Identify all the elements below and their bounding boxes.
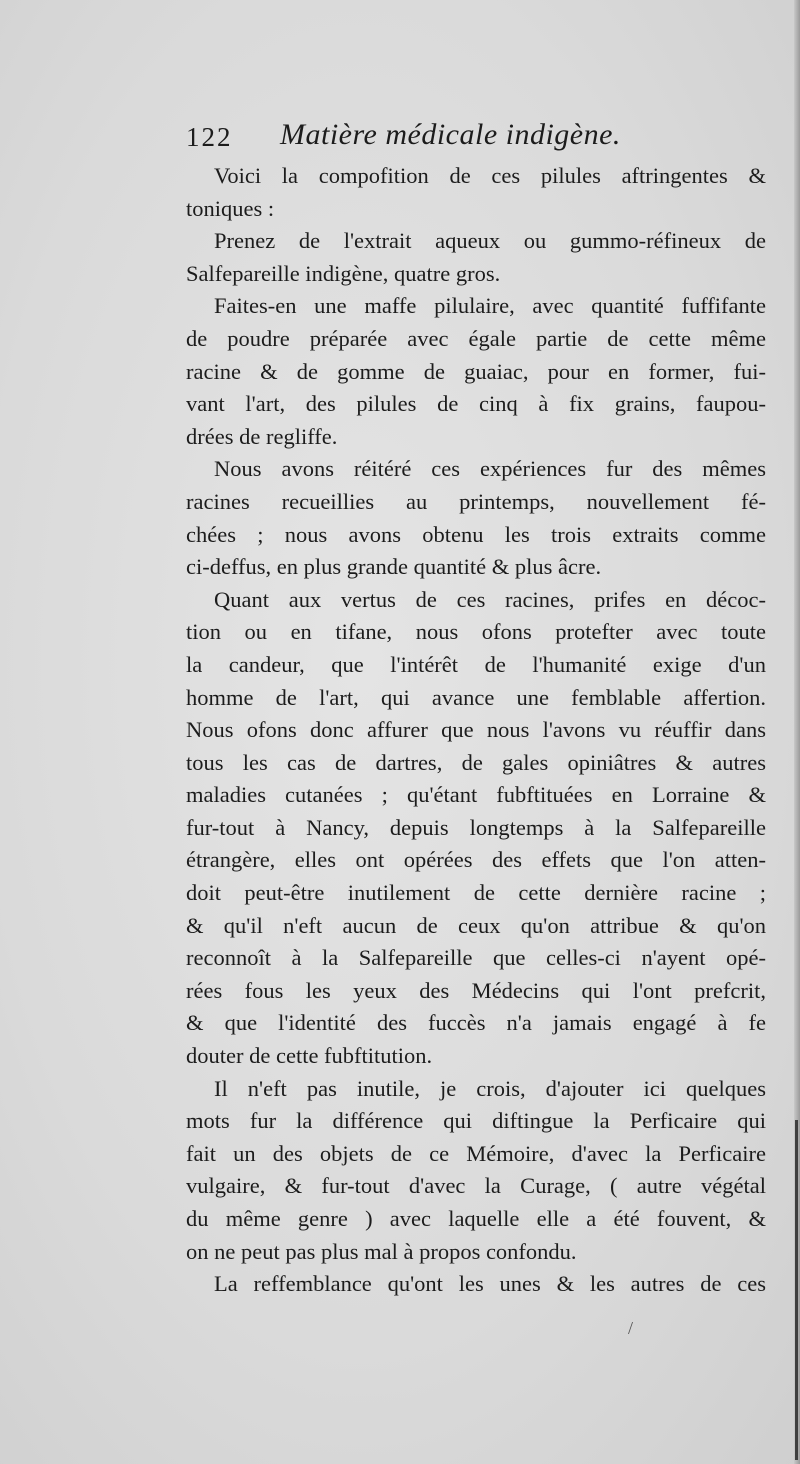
- text-line: vant l'art, des pilules de cinq à fix grains, faupou-: [186, 391, 766, 417]
- text-line: Nous ofons donc affurer que nous l'avons vu réuffir dans: [186, 717, 766, 743]
- text-line: rées fous les yeux des Médecins qui l'ont prefcrit,: [186, 977, 766, 1003]
- text-line: vulgaire, & fur-tout d'avec la Curage, ( autre végétal: [186, 1173, 766, 1199]
- running-head: [186, 118, 766, 160]
- text-line: mots fur la différence qui diftingue la Perficaire qui: [186, 1108, 766, 1134]
- text-line: tous les cas de dartres, de gales opiniâtres & autres: [186, 749, 766, 775]
- text-line: étrangère, elles ont opérées des effets que l'on atten-: [186, 847, 766, 873]
- text-line: chées ; nous avons obtenu les trois extraits comme: [186, 521, 766, 547]
- text-line: du même genre ) avec laquelle elle a été fouvent, &: [186, 1206, 766, 1231]
- text-line: La reffemblance qu'ont les unes & les autres de ces: [214, 1271, 766, 1297]
- text-line: & qu'il n'eft aucun de ceux qu'on attribue & qu'on: [186, 912, 766, 938]
- page-text-block: [186, 118, 766, 1301]
- text-line: toniques :: [186, 195, 275, 221]
- page-edge-shadow: [795, 1120, 798, 1460]
- text-line: fait un des objets de ce Mémoire, d'avec la Perficaire: [186, 1140, 766, 1166]
- text-line: doit peut-être inutilement de cette dernière racine ;: [186, 880, 766, 906]
- text-line: douter de cette fubftitution.: [186, 1043, 433, 1069]
- text-line: maladies cutanées ; qu'étant fubftituées en Lorraine &: [186, 782, 766, 808]
- body-text: [186, 160, 766, 1301]
- text-line: reconnoît à la Salfepareille que celles-ci n'ayent opé-: [186, 945, 766, 971]
- running-title: Matière médicale indigène.: [280, 118, 621, 151]
- text-line: fur-tout à Nancy, depuis longtemps à la Salfepareille: [186, 814, 766, 840]
- text-line: de poudre préparée avec égale partie de cette même: [186, 325, 766, 351]
- text-line: racines recueillies au printemps, nouvellement fé-: [186, 488, 766, 514]
- text-line: Nous avons réitéré ces expériences fur des mêmes: [214, 456, 766, 482]
- text-line: Prenez de l'extrait aqueux ou gummo-réfineux de: [214, 228, 766, 254]
- text-line: & que l'identité des fuccès n'a jamais engagé à fe: [186, 1010, 766, 1036]
- text-line: Voici la compofition de ces pilules aftringentes &: [214, 163, 766, 188]
- text-line: ci-deffus, en plus grande quantité & plus âcre.: [186, 554, 602, 580]
- text-line: racine & de gomme de guaiac, pour en former, fui-: [186, 358, 766, 384]
- text-line: homme de l'art, qui avance une femblable affertion.: [186, 684, 766, 710]
- text-line: Salfepareille indigène, quatre gros.: [186, 260, 501, 286]
- stray-mark: /: [628, 1318, 634, 1338]
- text-line: Faites-en une maffe pilulaire, avec quantité fuffifante: [214, 293, 766, 319]
- text-line: Il n'eft pas inutile, je crois, d'ajouter ici quelques: [214, 1075, 766, 1101]
- text-line: on ne peut pas plus mal à propos confondu.: [186, 1238, 577, 1264]
- text-line: drées de regliffe.: [186, 423, 338, 449]
- page-number: 122: [186, 122, 233, 152]
- text-line: la candeur, que l'intérêt de l'humanité exige d'un: [186, 651, 766, 677]
- text-line: tion ou en tifane, nous ofons protefter avec toute: [186, 619, 766, 645]
- text-line: Quant aux vertus de ces racines, prifes en décoc-: [214, 586, 766, 612]
